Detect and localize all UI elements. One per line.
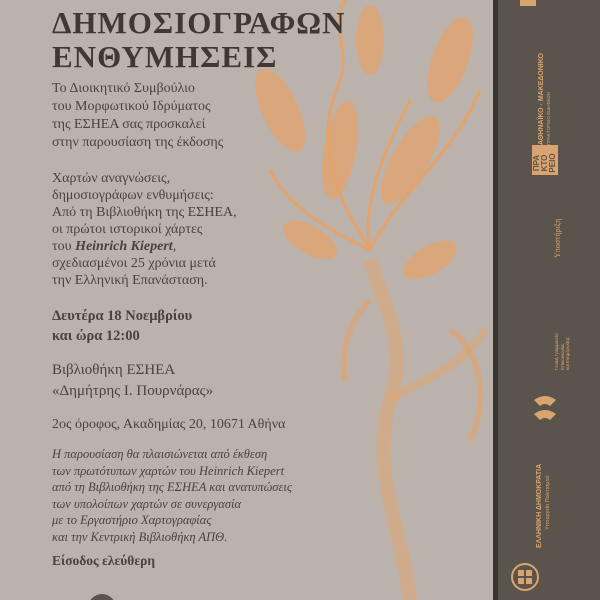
support-label: Υποστήριξη xyxy=(553,218,562,258)
book-title xyxy=(52,170,237,289)
agency-subtitle: ΠΡΑΚΤΟΡΕΙΟ ΕΙΔΗΣΕΩΝ xyxy=(546,92,551,145)
text-line: και την Κεντρική Βιβλιοθήκη ΑΠΘ. xyxy=(52,529,228,544)
ministry-label: Υπουργείο Πολιτισμού xyxy=(545,475,551,530)
logo-block xyxy=(520,0,536,6)
text-line: στην παρουσίαση της έκδοσης xyxy=(52,135,224,150)
agency-name: ΑΘΗΝΑΪΚΟ - ΜΑΚΕΔΟΝΙΚΟ xyxy=(538,53,545,145)
text-line: σχεδιασμένοι 25 χρόνια μετά xyxy=(52,256,216,271)
page-title xyxy=(52,6,346,74)
agency-logo xyxy=(532,145,558,175)
text-line: Η παρουσίαση θα πλαισιώνεται από έκθεση xyxy=(52,447,268,461)
text-line: Από τη Βιβλιοθήκη της ΕΣΗΕΑ, xyxy=(52,205,237,220)
text-line: Επικοινωνίας xyxy=(559,343,565,370)
author-name: Heinrich Kiepert xyxy=(75,239,173,254)
text-line: «Δημήτρης Ι. Πουρνάρας» xyxy=(52,383,214,399)
event-date xyxy=(52,306,192,346)
title-line: ΔΗΜΟΣΙΟΓΡΑΦΩΝ xyxy=(52,5,346,40)
republic-label: ΕΛΛΗΝΙΚΗ ΔΗΜΟΚΡΑΤΙΑ xyxy=(536,463,543,548)
text-line: Γενική Γραμματεία xyxy=(554,333,559,370)
logo-text: ΡΕΙΟ xyxy=(548,153,557,173)
text-line: του Μορφωτικού Ιδρύματος xyxy=(52,99,211,114)
text-line: Το Διοικητικό Συμβούλιο xyxy=(52,81,195,96)
text: , xyxy=(172,239,177,254)
text-line: των υπολοίπων χαρτών σε συνεργασία xyxy=(52,496,242,511)
text-line: Χαρτών αναγνώσεις, xyxy=(52,171,171,186)
text-line: και Ενημέρωσης xyxy=(565,337,570,370)
invitation-text xyxy=(52,80,223,152)
text-line: Δευτέρα 18 Νοεμβρίου xyxy=(52,308,193,324)
text-line: δημοσιογράφων ενθυμήσεις: xyxy=(52,188,214,203)
sponsor-panel xyxy=(498,0,600,600)
venue xyxy=(52,360,213,402)
gsc-name xyxy=(554,333,571,370)
gsc-logo-icon xyxy=(530,392,560,428)
exhibition-note xyxy=(52,446,292,545)
text-line: της ΕΣΗΕΑ σας προσκαλεί xyxy=(52,117,206,132)
text-line xyxy=(52,238,237,255)
free-entry: Είσοδος ελεύθερη xyxy=(52,553,155,568)
text-line: οι πρώτοι ιστορικοί χάρτες xyxy=(52,222,203,237)
text-line: Βιβλιοθήκη ΕΣΗΕΑ xyxy=(52,362,176,378)
logo-text: ΚΤΟ xyxy=(540,154,549,172)
text-line: και ώρα 12:00 xyxy=(52,328,140,344)
logo-circle xyxy=(88,594,116,600)
text-line: των πρωτότυπων χαρτών του Heinrich Kiepert xyxy=(52,463,285,478)
text-line: από τη Βιβλιοθήκη της ΕΣΗΕΑ και ανατυπώσεις xyxy=(52,480,292,494)
greek-emblem-icon xyxy=(510,562,540,592)
title-line: ΕΝΘΥΜΗΣΕΙΣ xyxy=(52,39,278,74)
address: 2ος όροφος, Ακαδημίας 20, 10671 Αθήνα xyxy=(52,417,286,432)
logo-text: ΠΡΑ xyxy=(532,154,541,172)
text-line: με το Εργαστήριο Χαρτογραφίας xyxy=(52,513,212,527)
text: του xyxy=(52,239,76,254)
text-line: την Ελληνική Επανάσταση. xyxy=(52,273,208,288)
